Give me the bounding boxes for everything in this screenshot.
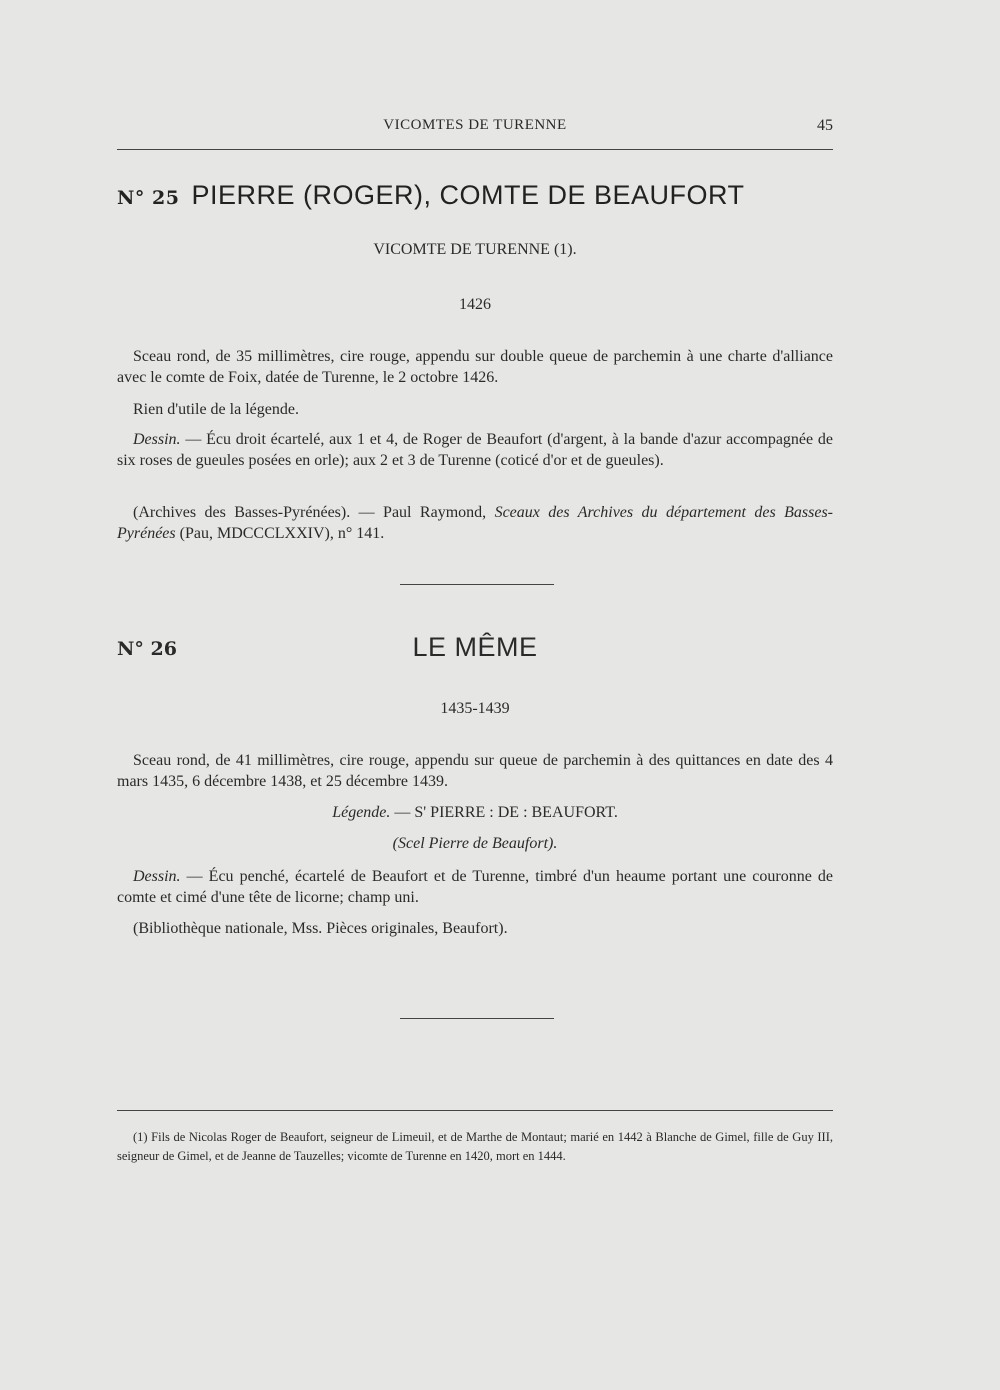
footnote: (1) Fils de Nicolas Roger de Beaufort, seigneur de Limeuil, et de Marthe de Montaut; marié en 1442 à Blanche de Gimel, fille de Guy III, seigneur de Gimel, et de Jeanne de Tauzelles; vicomte de Turenne en 1420, mort en 1444. — [117, 1130, 833, 1163]
entry-25-date: 1426 — [459, 296, 491, 313]
running-title: VICOMTES DE TURENNE — [383, 117, 567, 133]
entry-25-heading — [117, 180, 744, 211]
entry-25-legend-note: Rien d'utile de la légende. — [133, 401, 299, 418]
entry-26-number: N° 26 — [117, 638, 177, 660]
entry-25-number: N° 25 — [117, 187, 180, 209]
entry-26-source: (Bibliothèque nationale, Mss. Pièces originales, Beaufort). — [133, 920, 508, 937]
entry-25-source-suffix: (Pau, MDCCCLXXIV), n° 141. — [175, 525, 385, 542]
entry-26-legende — [117, 804, 833, 822]
entry-26-description: Sceau rond, de 41 millimètres, cire rouge, appendu sur queue de parchemin à des quittances en date des 4 mars 1435, 6 décembre 1438, et 25 décembre 1439. — [117, 752, 833, 790]
section-divider — [400, 584, 554, 585]
entry-26-dessin-text: — Écu penché, écartelé de Beaufort et de Turenne, timbré d'un heaume portant une couronne de comte et cimé d'une tête de licorne; champ uni. — [117, 868, 833, 906]
section-divider-2 — [400, 1018, 554, 1019]
entry-26-date: 1435-1439 — [440, 700, 510, 717]
entry-25-source-prefix: (Archives des Basses-Pyrénées). — Paul Raymond, — [133, 504, 495, 521]
entry-25-source — [117, 502, 833, 544]
entry-25-description: Sceau rond, de 35 millimètres, cire rouge, appendu sur double queue de parchemin à une charte d'alliance avec le comte de Foix, datée de Turenne, le 2 octobre 1426. — [117, 348, 833, 386]
entry-25-source-title: Sceaux des Archives du département des Basses-Pyrénées — [117, 504, 833, 542]
entry-26-legende-text: — S' PIERRE : DE : BEAUFORT. — [390, 804, 618, 821]
page-number: 45 — [817, 117, 833, 134]
entry-25-dessin-text: — Écu droit écartelé, aux 1 et 4, de Roger de Beaufort (d'argent, à la bande d'azur accompagnée de six roses de gueules posées en orle); aux 2 et 3 de Turenne (coticé d'or et de gueules). — [117, 431, 833, 469]
entry-25-dessin-label: Dessin. — [133, 431, 181, 448]
entry-26-legende-translation: (Scel Pierre de Beaufort). — [392, 835, 558, 852]
entry-25-dessin — [117, 429, 833, 471]
entry-26-legende-label: Légende. — [332, 804, 391, 821]
entry-25-title: PIERRE (ROGER), COMTE DE BEAUFORT — [191, 180, 745, 210]
running-head — [117, 117, 833, 139]
entry-25-subtitle: VICOMTE DE TURENNE (1). — [373, 241, 577, 258]
header-rule — [117, 149, 833, 150]
entry-26-dessin-label: Dessin. — [133, 868, 181, 885]
entry-26-dessin — [117, 866, 833, 908]
footnote-rule — [117, 1110, 833, 1111]
entry-26-title: LE MÊME — [412, 632, 538, 662]
